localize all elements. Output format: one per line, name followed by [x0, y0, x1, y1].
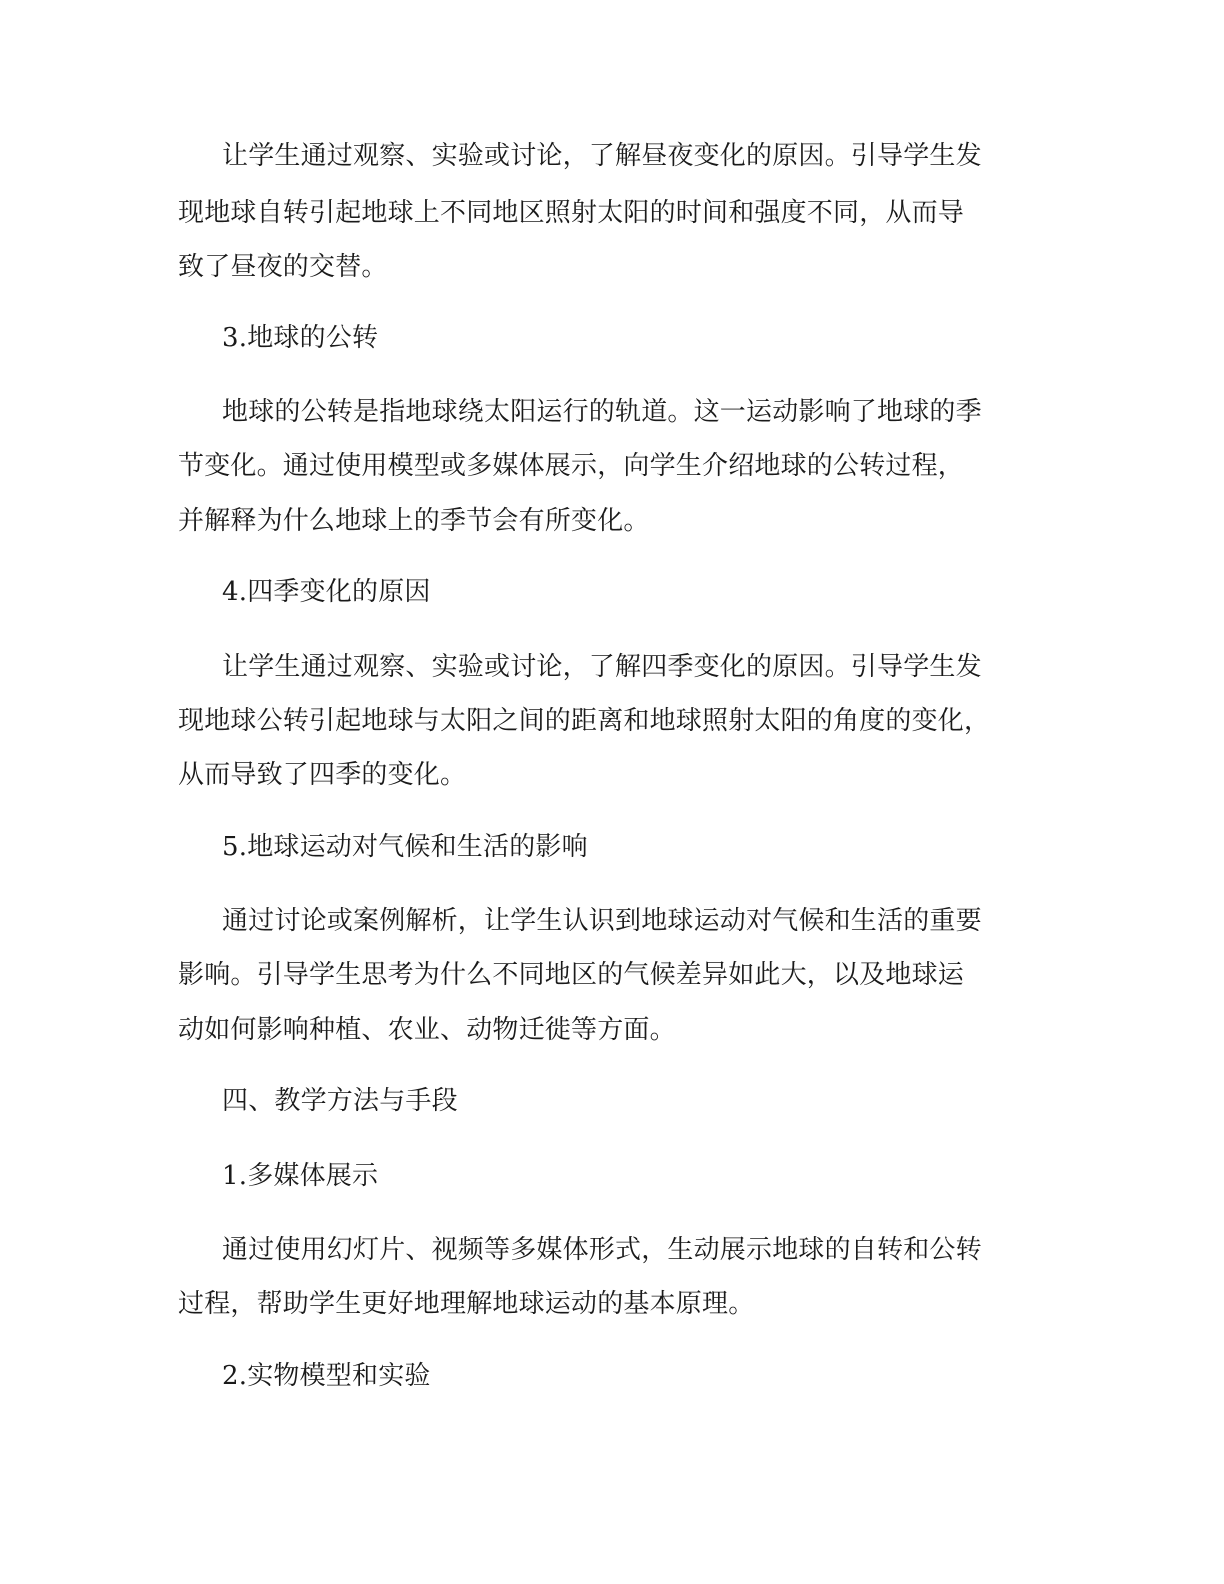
paragraph-line: 并解释为什么地球上的季节会有所变化。	[178, 506, 650, 536]
paragraph-line: 让学生通过观察、实验或讨论，了解昼夜变化的原因。引导学生发	[222, 141, 982, 171]
paragraph-line: 通过讨论或案例解析，让学生认识到地球运动对气候和生活的重要	[222, 906, 982, 936]
section-heading: 四、教学方法与手段	[222, 1086, 458, 1116]
section-heading: 3.地球的公转	[222, 323, 379, 353]
paragraph-line: 动如何影响种植、农业、动物迁徙等方面。	[178, 1015, 676, 1045]
paragraph-line: 致了昼夜的交替。	[178, 252, 388, 282]
paragraph-line: 影响。引导学生思考为什么不同地区的气候差异如此大，以及地球运	[178, 960, 965, 990]
paragraph-line: 现地球自转引起地球上不同地区照射太阳的时间和强度不同，从而导	[178, 198, 965, 228]
paragraph-line: 现地球公转引起地球与太阳之间的距离和地球照射太阳的角度的变化，	[178, 706, 991, 736]
section-heading: 5.地球运动对气候和生活的影响	[222, 832, 588, 862]
section-heading: 2.实物模型和实验	[222, 1361, 431, 1391]
paragraph-line: 让学生通过观察、实验或讨论，了解四季变化的原因。引导学生发	[222, 652, 982, 682]
paragraph-line: 通过使用幻灯片、视频等多媒体形式，生动展示地球的自转和公转	[222, 1235, 982, 1265]
section-heading: 4.四季变化的原因	[222, 577, 431, 607]
paragraph-line: 节变化。通过使用模型或多媒体展示，向学生介绍地球的公转过程，	[178, 451, 965, 481]
paragraph-line: 从而导致了四季的变化。	[178, 760, 467, 790]
paragraph-line: 地球的公转是指地球绕太阳运行的轨道。这一运动影响了地球的季	[222, 397, 982, 427]
section-heading: 1.多媒体展示	[222, 1161, 379, 1191]
paragraph-line: 过程，帮助学生更好地理解地球运动的基本原理。	[178, 1289, 755, 1319]
